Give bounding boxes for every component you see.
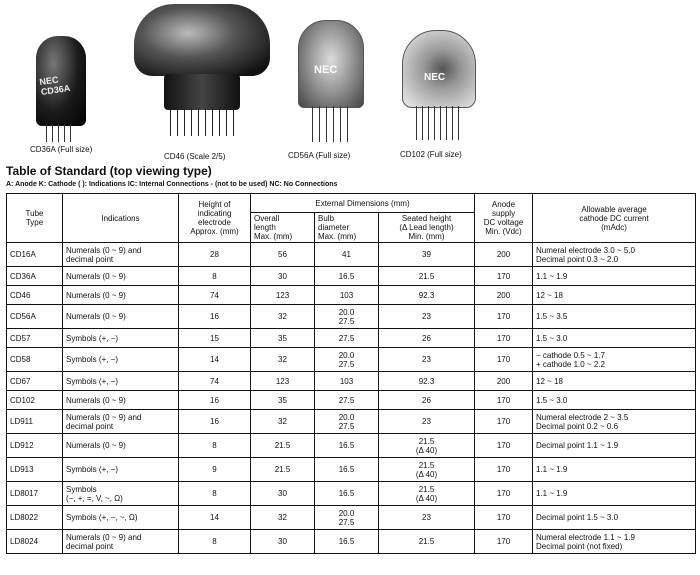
cell-tube-type: LD8024 xyxy=(7,530,63,554)
cell-tube-type: LD911 xyxy=(7,410,63,434)
cell-indications: Numerals (0 ~ 9) and decimal point xyxy=(63,410,179,434)
cell-indications: Numerals (0 ~ 9) xyxy=(63,267,179,286)
cell-height: 28 xyxy=(179,243,251,267)
cell-overall-length: 123 xyxy=(251,372,315,391)
tube-label: NEC xyxy=(314,64,338,76)
tube-glass xyxy=(134,4,270,76)
cell-cathode-current: 1.5 ~ 3.5 xyxy=(533,305,696,329)
cell-overall-length: 32 xyxy=(251,410,315,434)
cell-indications: Symbols (−, +, =, V, ~, Ω) xyxy=(63,482,179,506)
cell-bulb-diameter: 20.0 27.5 xyxy=(315,410,379,434)
cell-height: 16 xyxy=(179,305,251,329)
header-bulb-diameter: Bulb diameter Max. (mm) xyxy=(315,213,379,243)
table-row xyxy=(7,372,696,391)
cell-seated-height: 21.5 (Δ 40) xyxy=(379,434,475,458)
cell-overall-length: 32 xyxy=(251,305,315,329)
table-row xyxy=(7,391,696,410)
cell-overall-length: 32 xyxy=(251,348,315,372)
cell-bulb-diameter: 103 xyxy=(315,372,379,391)
tube-photo-cd102 xyxy=(402,30,474,142)
cell-bulb-diameter: 20.0 27.5 xyxy=(315,348,379,372)
cell-seated-height: 23 xyxy=(379,348,475,372)
cell-tube-type: LD912 xyxy=(7,434,63,458)
cell-tube-type: CD58 xyxy=(7,348,63,372)
tube-pins xyxy=(312,106,348,142)
cell-seated-height: 23 xyxy=(379,506,475,530)
tube-photo-cd36a xyxy=(36,36,86,142)
cell-indications: Numerals (0 ~ 9) xyxy=(63,286,179,305)
caption-cd56a: CD56A (Full size) xyxy=(288,151,351,160)
cell-anode-voltage: 170 xyxy=(475,329,533,348)
tube-photo-cd56a xyxy=(298,20,362,145)
header-cathode-current: Allowable average cathode DC current (mAdc) xyxy=(533,194,696,243)
cell-overall-length: 30 xyxy=(251,530,315,554)
cell-overall-length: 35 xyxy=(251,329,315,348)
tube-photo-cd46 xyxy=(134,4,270,144)
cell-anode-voltage: 170 xyxy=(475,434,533,458)
table-row xyxy=(7,243,696,267)
cell-anode-voltage: 170 xyxy=(475,506,533,530)
header-seated-height: Seated height (Δ Lead length) Min. (mm) xyxy=(379,213,475,243)
cell-bulb-diameter: 27.5 xyxy=(315,391,379,410)
cell-seated-height: 21.5 (Δ 40) xyxy=(379,482,475,506)
cell-overall-length: 32 xyxy=(251,506,315,530)
cell-anode-voltage: 170 xyxy=(475,530,533,554)
cell-height: 14 xyxy=(179,348,251,372)
table-row xyxy=(7,434,696,458)
cell-seated-height: 21.5 xyxy=(379,267,475,286)
cell-overall-length: 35 xyxy=(251,391,315,410)
cell-tube-type: CD16A xyxy=(7,243,63,267)
header-external-dimensions: External Dimensions (mm) xyxy=(251,194,475,213)
cell-height: 8 xyxy=(179,530,251,554)
cell-height: 16 xyxy=(179,391,251,410)
cell-cathode-current: 1.5 ~ 3.0 xyxy=(533,391,696,410)
table-row xyxy=(7,286,696,305)
cell-indications: Numerals (0 ~ 9) and decimal point xyxy=(63,530,179,554)
tube-pins xyxy=(416,106,460,140)
cell-height: 74 xyxy=(179,286,251,305)
cell-cathode-current: Numeral electrode 1.1 ~ 1.9 Decimal point (not fixed) xyxy=(533,530,696,554)
cell-seated-height: 23 xyxy=(379,305,475,329)
table-row xyxy=(7,482,696,506)
cell-tube-type: LD8017 xyxy=(7,482,63,506)
cell-tube-type: LD913 xyxy=(7,458,63,482)
cell-indications: Numerals (0 ~ 9) xyxy=(63,434,179,458)
header-anode-voltage: Anode supply DC voltage Min. (Vdc) xyxy=(475,194,533,243)
cell-overall-length: 30 xyxy=(251,267,315,286)
caption-cd102: CD102 (Full size) xyxy=(400,150,462,159)
cell-bulb-diameter: 16.5 xyxy=(315,458,379,482)
cell-indications: Symbols (+, −) xyxy=(63,372,179,391)
caption-cd46: CD46 (Scale 2/5) xyxy=(164,152,226,161)
cell-indications: Numerals (0 ~ 9) xyxy=(63,391,179,410)
table-title: Table of Standard (top viewing type) xyxy=(6,164,212,178)
cell-seated-height: 23 xyxy=(379,410,475,434)
tube-label: NEC xyxy=(424,72,446,83)
cell-tube-type: LD8022 xyxy=(7,506,63,530)
cell-anode-voltage: 170 xyxy=(475,267,533,286)
cell-height: 16 xyxy=(179,410,251,434)
cell-tube-type: CD67 xyxy=(7,372,63,391)
cell-anode-voltage: 170 xyxy=(475,305,533,329)
cell-tube-type: CD36A xyxy=(7,267,63,286)
cell-seated-height: 26 xyxy=(379,391,475,410)
cell-indications: Numerals (0 ~ 9) xyxy=(63,305,179,329)
cell-anode-voltage: 170 xyxy=(475,458,533,482)
cell-height: 9 xyxy=(179,458,251,482)
cell-bulb-diameter: 16.5 xyxy=(315,434,379,458)
cell-anode-voltage: 200 xyxy=(475,243,533,267)
tube-pins xyxy=(46,124,76,142)
table-row xyxy=(7,348,696,372)
cell-indications: Symbols (+, −, ~, Ω) xyxy=(63,506,179,530)
cell-tube-type: CD57 xyxy=(7,329,63,348)
cell-bulb-diameter: 16.5 xyxy=(315,482,379,506)
header-tube-type: Tube Type xyxy=(7,194,63,243)
cell-tube-type: CD102 xyxy=(7,391,63,410)
cell-overall-length: 56 xyxy=(251,243,315,267)
cell-cathode-current: Numeral electrode 2 ~ 3.5 Decimal point 0.2 ~ 0.6 xyxy=(533,410,696,434)
cell-cathode-current: − cathode 0.5 ~ 1.7 + cathode 1.0 ~ 2.2 xyxy=(533,348,696,372)
cell-seated-height: 21.5 (Δ 40) xyxy=(379,458,475,482)
cell-indications: Symbols (+, −) xyxy=(63,329,179,348)
cell-overall-length: 30 xyxy=(251,482,315,506)
cell-overall-length: 123 xyxy=(251,286,315,305)
cell-anode-voltage: 170 xyxy=(475,348,533,372)
cell-cathode-current: 1.1 ~ 1.9 xyxy=(533,267,696,286)
table-row xyxy=(7,410,696,434)
table-row xyxy=(7,305,696,329)
cell-cathode-current: Numeral electrode 3.0 ~ 5.0 Decimal point 0.3 ~ 2.0 xyxy=(533,243,696,267)
table-legend: A: Anode K: Cathode ( ): Indications IC: Internal Connections - (not to be used) NC: No Connections xyxy=(6,181,338,188)
cell-seated-height: 21.5 xyxy=(379,530,475,554)
cell-height: 74 xyxy=(179,372,251,391)
cell-height: 8 xyxy=(179,267,251,286)
cell-bulb-diameter: 20.0 27.5 xyxy=(315,305,379,329)
cell-anode-voltage: 170 xyxy=(475,482,533,506)
cell-cathode-current: 1.1 ~ 1.9 xyxy=(533,458,696,482)
cell-cathode-current: 12 ~ 18 xyxy=(533,286,696,305)
header-indications: Indications xyxy=(63,194,179,243)
caption-cd36a: CD36A (Full size) xyxy=(30,145,93,154)
header-overall-length: Overall length Max. (mm) xyxy=(251,213,315,243)
tube-label: NEC CD36A xyxy=(38,74,71,97)
table-row xyxy=(7,458,696,482)
table-row xyxy=(7,506,696,530)
cell-tube-type: CD46 xyxy=(7,286,63,305)
cell-overall-length: 21.5 xyxy=(251,434,315,458)
cell-anode-voltage: 170 xyxy=(475,410,533,434)
cell-seated-height: 92.3 xyxy=(379,372,475,391)
cell-anode-voltage: 200 xyxy=(475,372,533,391)
tube-glass xyxy=(402,30,476,108)
cell-seated-height: 26 xyxy=(379,329,475,348)
cell-tube-type: CD56A xyxy=(7,305,63,329)
cell-seated-height: 92.3 xyxy=(379,286,475,305)
table-body xyxy=(7,243,696,554)
cell-height: 15 xyxy=(179,329,251,348)
cell-height: 8 xyxy=(179,434,251,458)
tube-base xyxy=(164,74,240,110)
cell-indications: Symbols (+, −) xyxy=(63,458,179,482)
cell-cathode-current: 12 ~ 18 xyxy=(533,372,696,391)
cell-anode-voltage: 200 xyxy=(475,286,533,305)
cell-cathode-current: 1.5 ~ 3.0 xyxy=(533,329,696,348)
cell-bulb-diameter: 103 xyxy=(315,286,379,305)
cell-bulb-diameter: 20.0 27.5 xyxy=(315,506,379,530)
cell-height: 14 xyxy=(179,506,251,530)
cell-indications: Symbols (+, −) xyxy=(63,348,179,372)
table-row xyxy=(7,267,696,286)
table-row xyxy=(7,329,696,348)
cell-cathode-current: Decimal point 1.1 ~ 1.9 xyxy=(533,434,696,458)
cell-overall-length: 21.5 xyxy=(251,458,315,482)
cell-cathode-current: 1.1 ~ 1.9 xyxy=(533,482,696,506)
cell-indications: Numerals (0 ~ 9) and decimal point xyxy=(63,243,179,267)
cell-bulb-diameter: 41 xyxy=(315,243,379,267)
cell-bulb-diameter: 16.5 xyxy=(315,267,379,286)
tube-pins xyxy=(170,108,234,136)
tube-photos xyxy=(0,0,700,160)
cell-bulb-diameter: 16.5 xyxy=(315,530,379,554)
cell-height: 8 xyxy=(179,482,251,506)
cell-anode-voltage: 170 xyxy=(475,391,533,410)
cell-seated-height: 39 xyxy=(379,243,475,267)
header-height: Height of indicating electrode Approx. (mm) xyxy=(179,194,251,243)
standard-table xyxy=(6,193,696,554)
table-row xyxy=(7,530,696,554)
cell-bulb-diameter: 27.5 xyxy=(315,329,379,348)
cell-cathode-current: Decimal point 1.5 ~ 3.0 xyxy=(533,506,696,530)
